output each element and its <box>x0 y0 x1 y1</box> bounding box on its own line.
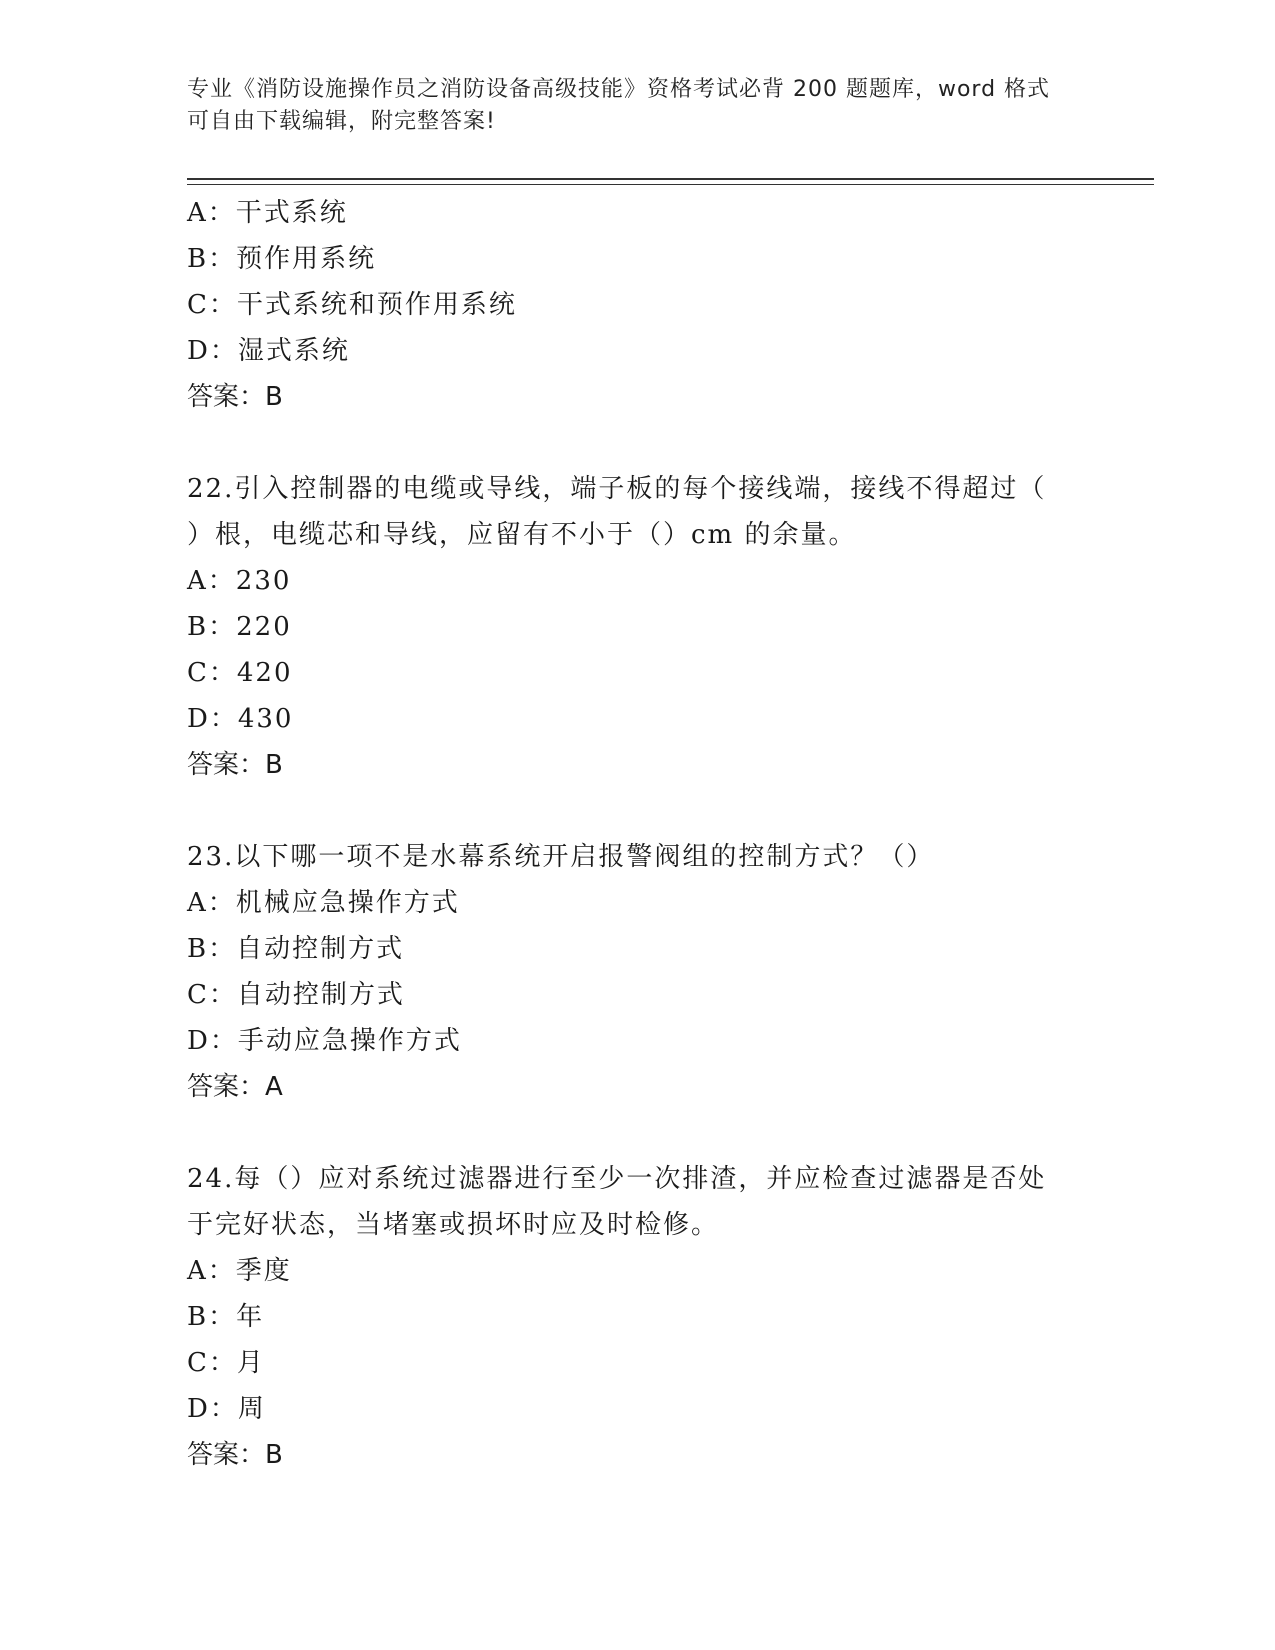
option-c: C：420 <box>187 658 293 688</box>
option-a: A：干式系统 <box>187 198 348 228</box>
answer-line: 答案：B <box>187 1440 283 1470</box>
option-a: A：230 <box>187 566 292 596</box>
question-text-line: 23.以下哪一项不是水幕系统开启报警阀组的控制方式？（） <box>187 842 935 872</box>
question-text-line: ）根，电缆芯和导线，应留有不小于（）cm 的余量。 <box>187 520 857 550</box>
option-b: B：220 <box>187 612 292 642</box>
option-b: B：年 <box>187 1302 265 1332</box>
answer-line: 答案：B <box>187 382 283 412</box>
option-a: A：季度 <box>187 1256 292 1286</box>
spacer <box>187 420 1087 466</box>
question-text-line: 24.每（）应对系统过滤器进行至少一次排渣，并应检查过滤器是否处 <box>187 1164 1047 1194</box>
option-b: B：预作用系统 <box>187 244 377 274</box>
spacer <box>187 1110 1087 1156</box>
spacer <box>187 788 1087 834</box>
option-b: B：自动控制方式 <box>187 934 405 964</box>
option-d: D：湿式系统 <box>187 336 350 366</box>
question-text-line: 于完好状态，当堵塞或损坏时应及时检修。 <box>187 1210 720 1240</box>
question-21-continuation <box>187 190 1087 420</box>
question-24 <box>187 1156 1087 1478</box>
question-22 <box>187 466 1087 788</box>
option-d: D：手动应急操作方式 <box>187 1026 462 1056</box>
option-c: C：月 <box>187 1348 265 1378</box>
header-divider-thin <box>187 184 1154 185</box>
answer-line: 答案：B <box>187 750 283 780</box>
header-divider-thick <box>187 178 1154 180</box>
answer-line: 答案：A <box>187 1072 283 1102</box>
question-23 <box>187 834 1087 1110</box>
content-area <box>187 190 1087 1478</box>
option-c: C：干式系统和预作用系统 <box>187 290 517 320</box>
option-a: A：机械应急操作方式 <box>187 888 460 918</box>
option-c: C：自动控制方式 <box>187 980 405 1010</box>
option-d: D：周 <box>187 1394 266 1424</box>
page-header: 专业《消防设施操作员之消防设备高级技能》资格考试必背 200 题题库，word 格式可自由下载编辑，附完整答案! <box>187 77 1051 134</box>
question-text-line: 22.引入控制器的电缆或导线，端子板的每个接线端，接线不得超过（ <box>187 474 1047 504</box>
option-d: D：430 <box>187 704 294 734</box>
